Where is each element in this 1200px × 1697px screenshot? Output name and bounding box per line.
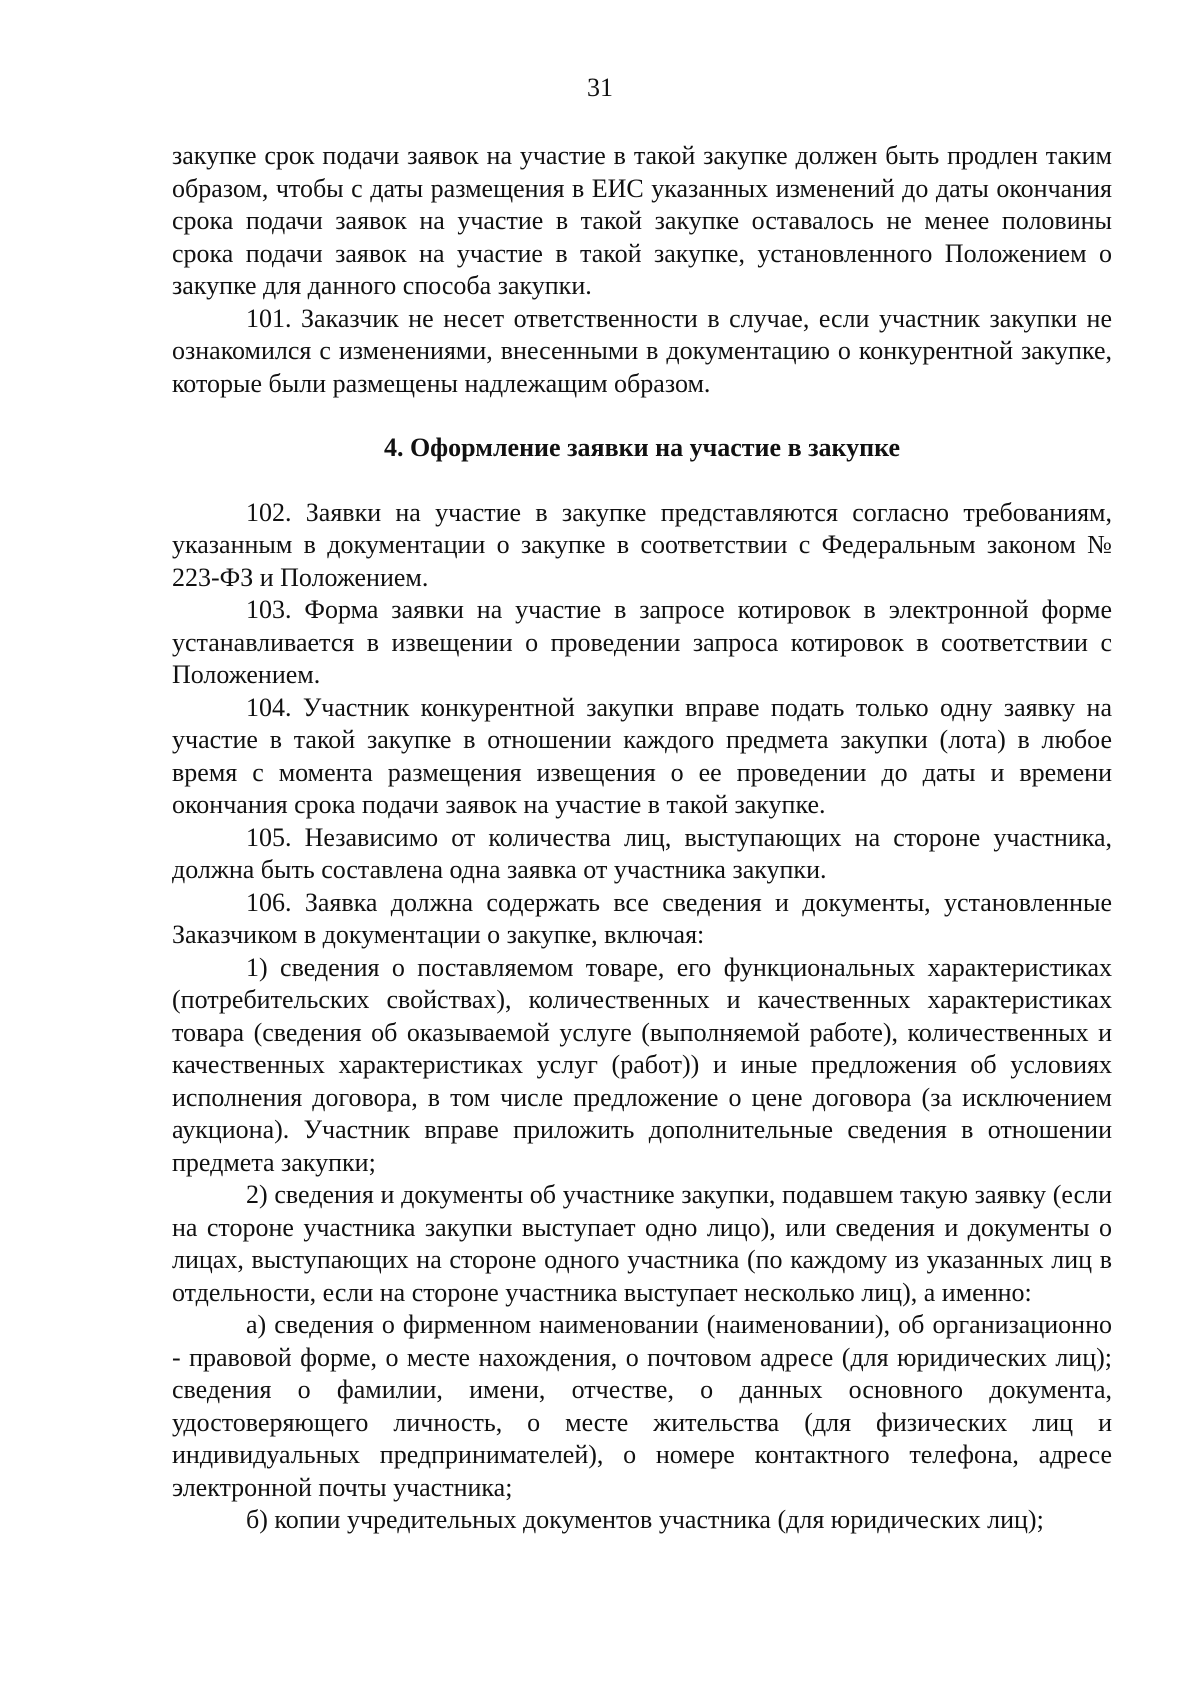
paragraph-102: 102. Заявки на участие в закупке представляются согласно требованиям, указанным в документации о закупке в соответствии с Федеральным законом № 223-ФЗ и Положением. — [172, 497, 1112, 592]
paragraph-104: 104. Участник конкурентной закупки вправе подать только одну заявку на участие в такой закупке в отношении каждого предмета закупки (лота) в любое время с момента размещения извещения о ее проведении до даты и времени окончания срока подачи заявок на участие в такой закупке. — [172, 692, 1112, 819]
paragraph-106: 106. Заявка должна содержать все сведения и документы, установленные Заказчиком в документации о закупке, включая: — [172, 887, 1112, 949]
paragraph-103: 103. Форма заявки на участие в запросе котировок в электронной форме устанавливается в извещении о проведении запроса котировок в соответствии с Положением. — [172, 595, 1112, 689]
list-item-2: 2) сведения и документы об участнике закупки, подавшем такую заявку (если на стороне участника закупки выступает одно лицо), или сведения и документы о лицах, выступающих на стороне одного участника (по каждому из указанных лиц в отдельности, если на стороне участника выступает несколько лиц), а именно: — [172, 1180, 1112, 1307]
sub-item-a: а) сведения о фирменном наименовании (наименовании), об организационно - правовой форме, о месте нахождения, о почтовом адресе (для юридических лиц); сведения о фамилии, имени, отчестве, о данных основного документа, удостоверяющего личность, о месте жительства (для физических лиц и индивидуальных предпринимателей), о номере контактного телефона, адресе электронной почты участника; — [172, 1310, 1112, 1502]
paragraph-101: 101. Заказчик не несет ответственности в случае, если участник закупки не ознакомился с изменениями, внесенными в документацию о конкурентной закупке, которые были размещены надлежащим образом. — [172, 303, 1112, 398]
list-item-1: 1) сведения о поставляемом товаре, его функциональных характеристиках (потребительских свойствах), количественных и качественных характеристиках товара (сведения об оказываемой услуге (выполняемой работе), количественных и качественных характеристиках услуг (работ)) и иные предложения об условиях исполнения договора, в том числе предложение о цене договора (за исключением аукциона). Участник вправе приложить дополнительные сведения в отношении предмета закупки; — [172, 952, 1112, 1177]
paragraph-105: 105. Независимо от количества лиц, выступающих на стороне участника, должна быть составлена одна заявка от участника закупки. — [172, 822, 1112, 884]
section-heading: 4. Оформление заявки на участие в закупке — [383, 433, 901, 462]
page-number: 31 — [587, 73, 613, 102]
sub-item-b: б) копии учредительных документов участника (для юридических лиц); — [246, 1505, 1044, 1534]
paragraph-continuation: закупке срок подачи заявок на участие в такой закупке должен быть продлен таким образом, чтобы с даты размещения в ЕИС указанных изменений до даты окончания срока подачи заявок на участие в такой закупке оставалось не менее половины срока подачи заявок на участие в такой закупке, установленного Положением о закупке для данного способа закупки. — [172, 141, 1112, 300]
document-body — [172, 140, 1112, 1537]
